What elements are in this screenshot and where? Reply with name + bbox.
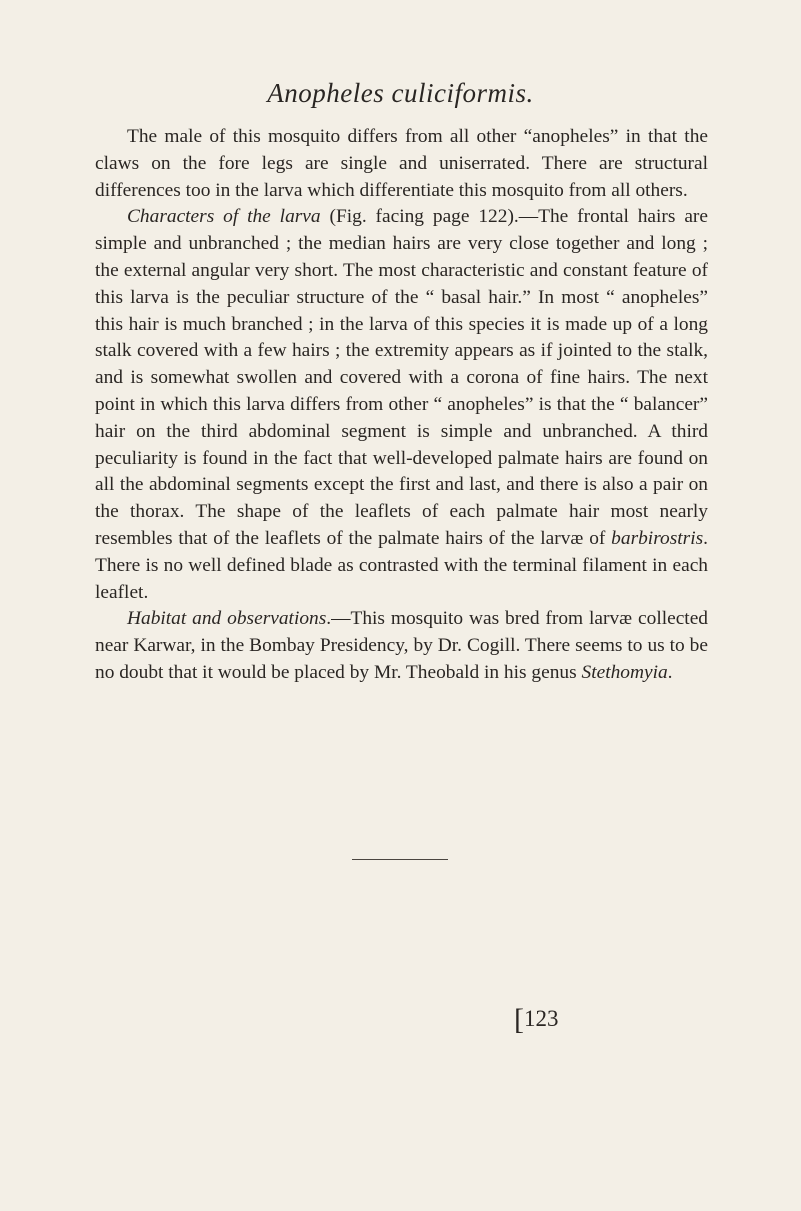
page-number xyxy=(514,1003,559,1037)
body-text xyxy=(95,124,708,687)
paragraph-intro xyxy=(95,124,708,204)
species-name-barbirostris: barbirostris xyxy=(611,527,704,549)
heading-habitat: Habitat and observations xyxy=(127,608,327,630)
page-title: Anopheles culiciformis. xyxy=(267,78,534,108)
larva-text-part-1: (Fig. facing page 122).—The frontal hairs are simple and unbranched ; the median hairs are very close together and long ; the external angular very short. The most characteristic and constant feature of this larva is the peculiar structure of the “ basal hair.” In most “ anopheles” this hair is much branched ; in the larva of this species it is made up of a long stalk covered with a few hairs ; the extremity appears as if jointed to the stalk, and is somewhat swollen and covered with a corona of fine hairs. The next point in which this larva differs from other “ anopheles” is that the “ balancer” hair on the third abdominal segment is simple and unbranched. A third peculiarity is found in the fact that well-developed palmate hairs are found on all the abdominal segments except the first and last, and there is also a pair on the thorax. The shape of the leaflets of each palmate hair most nearly resembles that of the leaflets of the palmate hairs of the larvæ of xyxy=(95,206,708,549)
paragraph-habitat xyxy=(95,606,708,686)
habitat-text-part-1: .—This mosquito was bred from larvæ collected near Karwar, in the Bombay Presidency, by Dr. Cogill. There seems to us to be no doubt that it would be placed by Mr. Theobald in his genus xyxy=(95,608,708,683)
paragraph-larva-characters xyxy=(95,204,708,606)
genus-name-stethomyia: Stethomyia xyxy=(581,661,668,683)
section-divider xyxy=(352,859,448,860)
heading-larva-characters: Characters of the larva xyxy=(127,206,321,228)
habitat-text-part-2: . xyxy=(667,661,673,683)
page-number-value: 123 xyxy=(524,1006,559,1031)
paragraph-intro-text: The male of this mosquito differs from all other “anopheles” in that the claws on the fore legs are single and uniserrated. There are structural differences too in the larva which differentiate this mosquito from all others. xyxy=(95,126,708,201)
page-number-bracket: [ xyxy=(514,1003,524,1036)
larva-text-part-2: . There is no well defined blade as contrasted with the terminal filament in each leaflet. xyxy=(95,527,708,603)
